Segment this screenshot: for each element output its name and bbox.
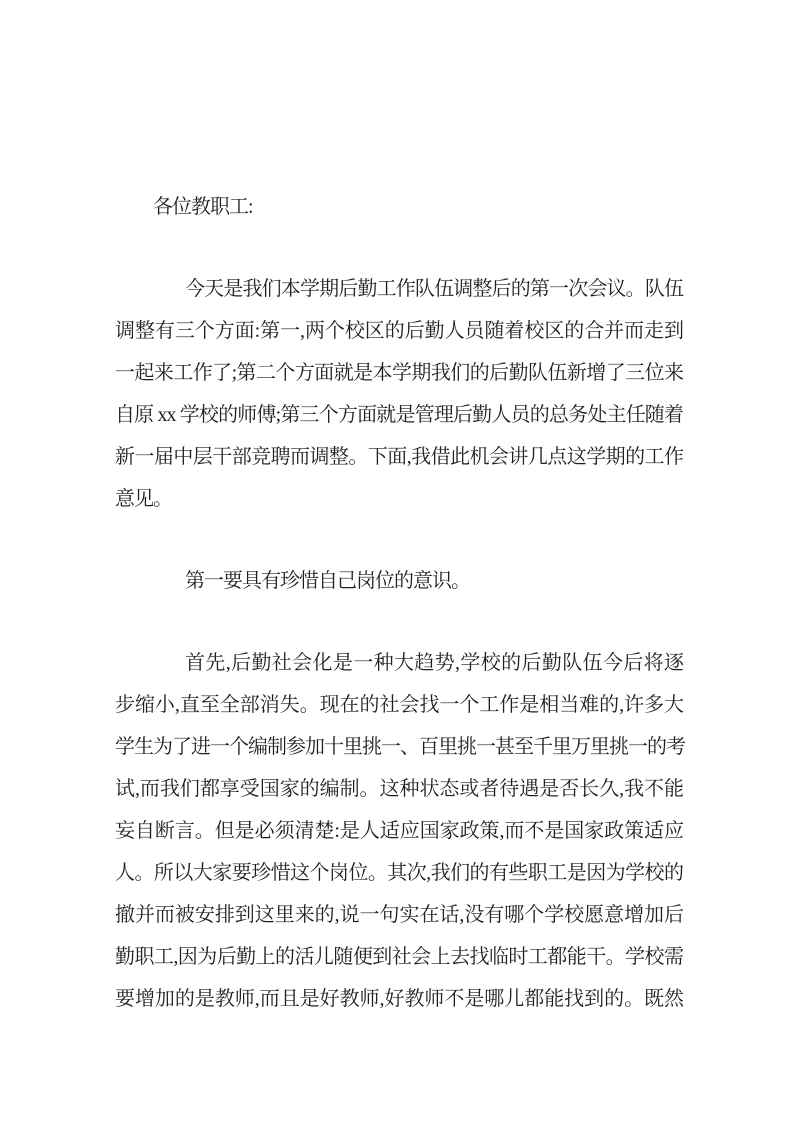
text-line: 意见。 xyxy=(115,488,172,510)
salutation-line xyxy=(115,186,683,228)
text-line: 第一要具有珍惜自己岗位的意识。 xyxy=(185,570,470,592)
heading-point-one xyxy=(115,560,683,602)
text-line: 一起来工作了;第二个方面就是本学期我们的后勤队伍新增了三位来 xyxy=(115,362,683,384)
text-line: 调整有三个方面:第一,两个校区的后勤人员随着校区的合并而走到 xyxy=(115,320,683,342)
document-body xyxy=(115,186,683,1060)
text-line: 首先,后勤社会化是一种大趋势,学校的后勤队伍今后将逐 xyxy=(185,652,683,674)
text-line: 勤职工,因为后勤上的活儿随便到社会上去找临时工都能干。学校需 xyxy=(115,946,683,968)
text-line: 自原 xx 学校的师傅;第三个方面就是管理后勤人员的总务处主任随着 xyxy=(115,404,683,426)
text-line: 人。所以大家要珍惜这个岗位。其次,我们的有些职工是因为学校的 xyxy=(115,862,683,884)
text-line: 步缩小,直至全部消失。现在的社会找一个工作是相当难的,许多大 xyxy=(115,694,683,716)
text-line: 各位教职工: xyxy=(153,196,253,218)
text-line: 新一届中层干部竞聘而调整。下面,我借此机会讲几点这学期的工作 xyxy=(115,446,683,468)
text-line: 试,而我们都享受国家的编制。这种状态或者待遇是否长久,我不能 xyxy=(115,778,683,800)
text-line: 妄自断言。但是必须清楚:是人适应国家政策,而不是国家政策适应 xyxy=(115,820,683,842)
paragraph-point-one-body xyxy=(115,642,683,1020)
paragraph-intro xyxy=(115,268,683,520)
text-line: 要增加的是教师,而且是好教师,好教师不是哪儿都能找到的。既然 xyxy=(115,988,683,1010)
text-line: 学生为了进一个编制参加十里挑一、百里挑一甚至千里万里挑一的考 xyxy=(115,736,685,758)
text-line: 撤并而被安排到这里来的,说一句实在话,没有哪个学校愿意增加后 xyxy=(115,904,683,926)
text-line: 今天是我们本学期后勤工作队伍调整后的第一次会议。队伍 xyxy=(185,278,683,300)
